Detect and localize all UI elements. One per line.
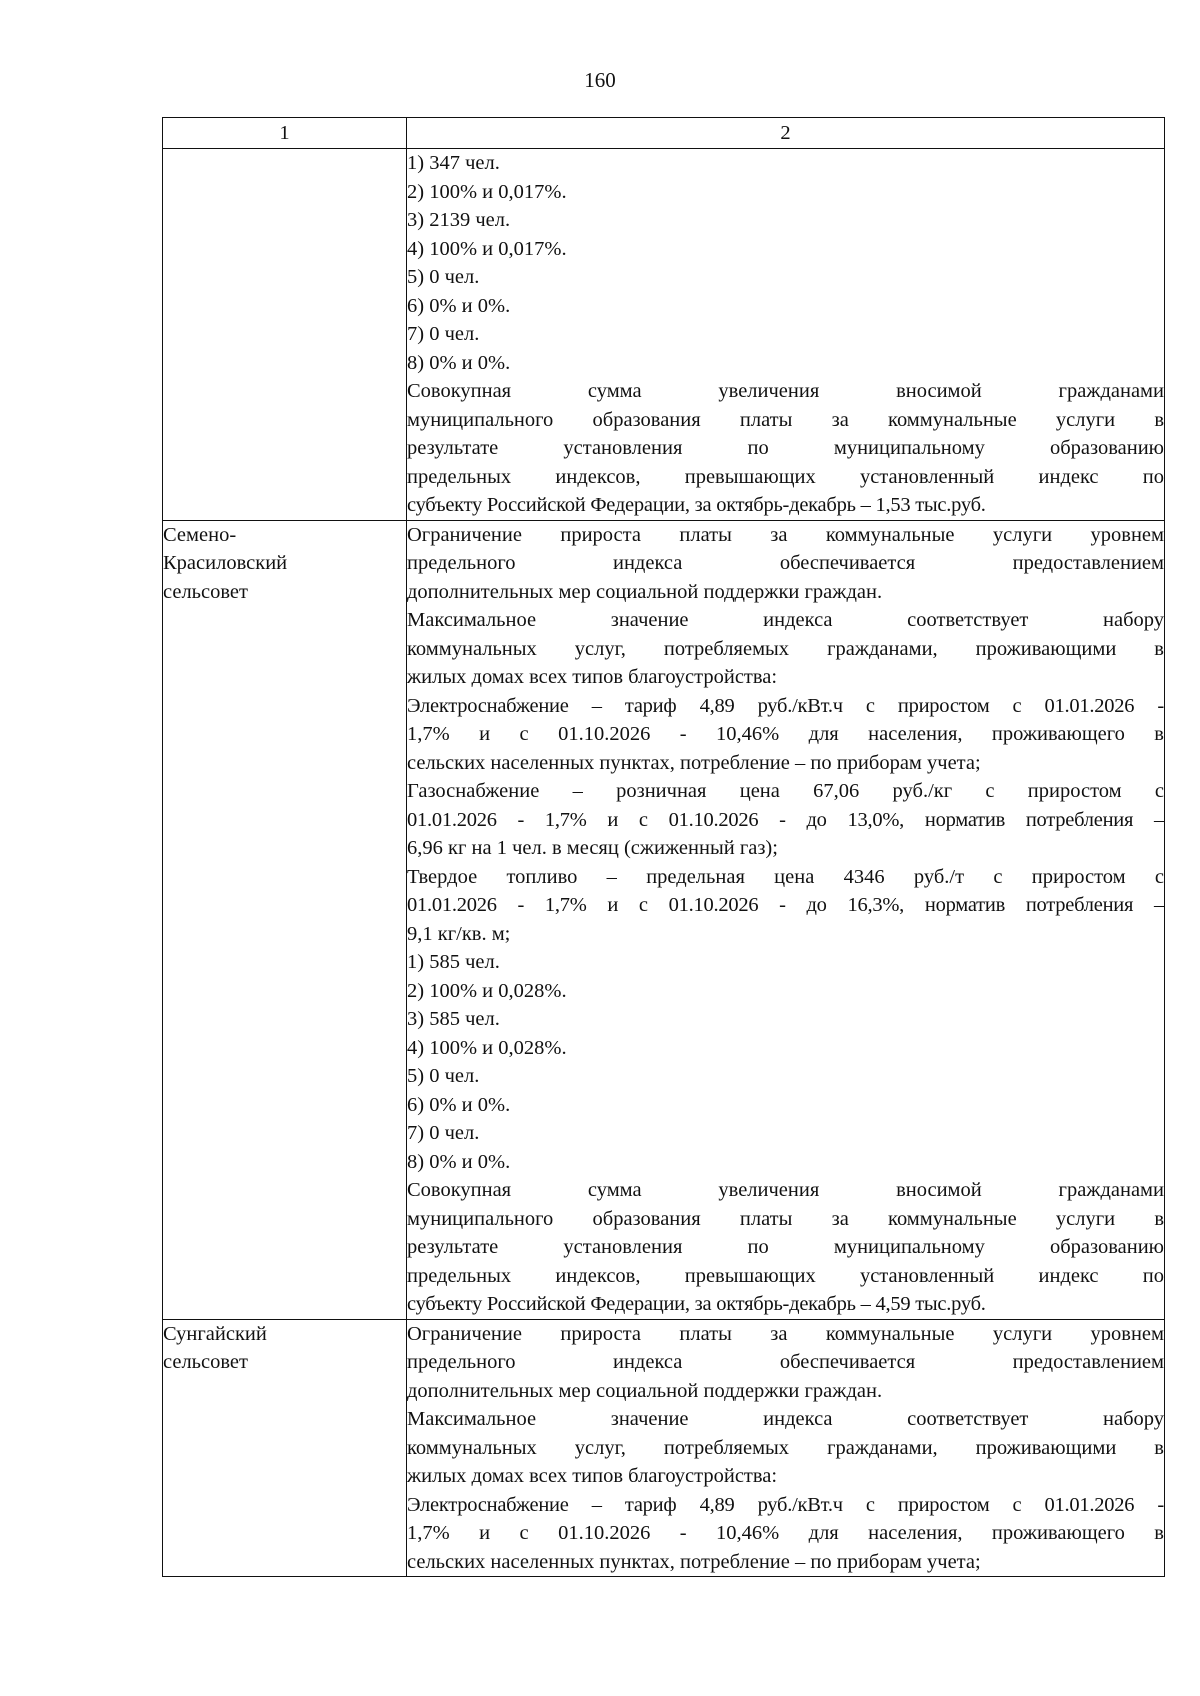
- table-row: [163, 1319, 1165, 1577]
- indicator-cell: [407, 520, 1165, 1319]
- summary-text-line: субъекту Российской Федерации, за октябрь-декабрь – 1,53 тыс.руб.: [407, 494, 986, 516]
- body-text-line: Ограничение прироста платы за коммунальные услуги уровнем: [407, 523, 1164, 546]
- summary-text-line: субъекту Российской Федерации, за октябрь-декабрь – 4,59 тыс.руб.: [407, 1293, 986, 1315]
- list-item: 2) 100% и 0,017%.: [407, 180, 567, 203]
- municipality-name-line: сельсовет: [163, 1351, 248, 1373]
- body-text-line: коммунальных услуг, потребляемых гражданами, проживающими в: [407, 1436, 1164, 1459]
- summary-text-line: предельных индексов, превышающих установленный индекс по: [407, 1264, 1164, 1287]
- municipality-name-cell: [163, 520, 407, 1319]
- municipality-name-line: Семено-: [163, 523, 237, 546]
- summary-text-line: муниципального образования платы за коммунальные услуги в: [407, 1207, 1164, 1230]
- body-text-line: жилых домах всех типов благоустройства:: [407, 1465, 778, 1487]
- summary-text-line: Совокупная сумма увеличения вносимой гражданами: [407, 380, 1164, 402]
- body-text-line: Максимальное значение индекса соответствует набору: [407, 609, 1164, 631]
- body-text-line: сельских населенных пунктах, потребление – по приборам учета;: [407, 751, 981, 774]
- body-text-line: 1,7% и с 01.10.2026 - 10,46% для населения, проживающего в: [407, 1522, 1164, 1544]
- list-item: 7) 0 чел.: [407, 1122, 480, 1144]
- list-item: 3) 585 чел.: [407, 1008, 500, 1030]
- table-row: [163, 520, 1165, 1319]
- municipality-name-line: сельсовет: [163, 580, 248, 603]
- summary-text-line: Совокупная сумма увеличения вносимой гражданами: [407, 1179, 1164, 1201]
- content-table: [162, 117, 1165, 1577]
- table-header-row: [163, 118, 1165, 149]
- column-header-1: 1: [163, 118, 407, 149]
- body-text-line: Максимальное значение индекса соответствует набору: [407, 1408, 1164, 1430]
- body-text-line: Ограничение прироста платы за коммунальные услуги уровнем: [407, 1322, 1164, 1345]
- list-item: 5) 0 чел.: [407, 1065, 480, 1087]
- body-text-line: предельного индекса обеспечивается предоставлением: [407, 552, 1164, 574]
- list-item: 1) 585 чел.: [407, 951, 500, 973]
- body-text-line: дополнительных мер социальной поддержки граждан.: [407, 1379, 883, 1402]
- body-text-line: Газоснабжение – розничная цена 67,06 руб./кг с приростом с: [407, 780, 1164, 802]
- body-text-line: 1,7% и с 01.10.2026 - 10,46% для населения, проживающего в: [407, 723, 1164, 745]
- municipality-name-line: Красиловский: [163, 552, 288, 574]
- body-text-line: сельских населенных пунктах, потребление – по приборам учета;: [407, 1550, 981, 1573]
- list-item: 3) 2139 чел.: [407, 209, 511, 231]
- body-text-line: 01.01.2026 - 1,7% и с 01.10.2026 - до 16,3%, норматив потребления –: [407, 894, 1164, 916]
- body-text-line: 6,96 кг на 1 чел. в месяц (сжиженный газ);: [407, 837, 778, 859]
- list-item: 2) 100% и 0,028%.: [407, 979, 567, 1002]
- list-item: 5) 0 чел.: [407, 266, 480, 288]
- list-item: 6) 0% и 0%.: [407, 1093, 511, 1116]
- list-item: 4) 100% и 0,028%.: [407, 1036, 567, 1059]
- body-text-line: коммунальных услуг, потребляемых гражданами, проживающими в: [407, 637, 1164, 660]
- body-text-line: жилых домах всех типов благоустройства:: [407, 666, 778, 688]
- body-text-line: Электроснабжение – тариф 4,89 руб./кВт.ч с приростом с 01.01.2026 -: [407, 1493, 1164, 1516]
- page-number: 160: [584, 68, 616, 92]
- summary-text-line: результате установления по муниципальному образованию: [407, 1236, 1164, 1258]
- summary-text-line: результате установления по муниципальному образованию: [407, 437, 1164, 459]
- body-text-line: 01.01.2026 - 1,7% и с 01.10.2026 - до 13,0%, норматив потребления –: [407, 808, 1164, 831]
- list-item: 4) 100% и 0,017%.: [407, 237, 567, 260]
- municipality-name-cell: [163, 149, 407, 521]
- list-item: 1) 347 чел.: [407, 152, 500, 174]
- list-item: 7) 0 чел.: [407, 323, 480, 345]
- body-text-line: предельного индекса обеспечивается предоставлением: [407, 1351, 1164, 1373]
- body-text-line: Электроснабжение – тариф 4,89 руб./кВт.ч с приростом с 01.01.2026 -: [407, 694, 1164, 717]
- body-text-line: Твердое топливо – предельная цена 4346 руб./т с приростом с: [407, 865, 1164, 888]
- body-text-line: 9,1 кг/кв. м;: [407, 922, 511, 945]
- municipality-name-cell: [163, 1319, 407, 1577]
- table-row: [163, 149, 1165, 521]
- indicator-cell: [407, 1319, 1165, 1577]
- list-item: 8) 0% и 0%.: [407, 1150, 511, 1173]
- body-text-line: дополнительных мер социальной поддержки граждан.: [407, 580, 883, 603]
- summary-text-line: муниципального образования платы за коммунальные услуги в: [407, 408, 1164, 431]
- column-header-2: 2: [407, 118, 1165, 149]
- municipality-name-line: Сунгайский: [163, 1322, 267, 1345]
- list-item: 8) 0% и 0%.: [407, 351, 511, 374]
- summary-text-line: предельных индексов, превышающих установленный индекс по: [407, 465, 1164, 488]
- list-item: 6) 0% и 0%.: [407, 294, 511, 317]
- indicator-cell: [407, 149, 1165, 521]
